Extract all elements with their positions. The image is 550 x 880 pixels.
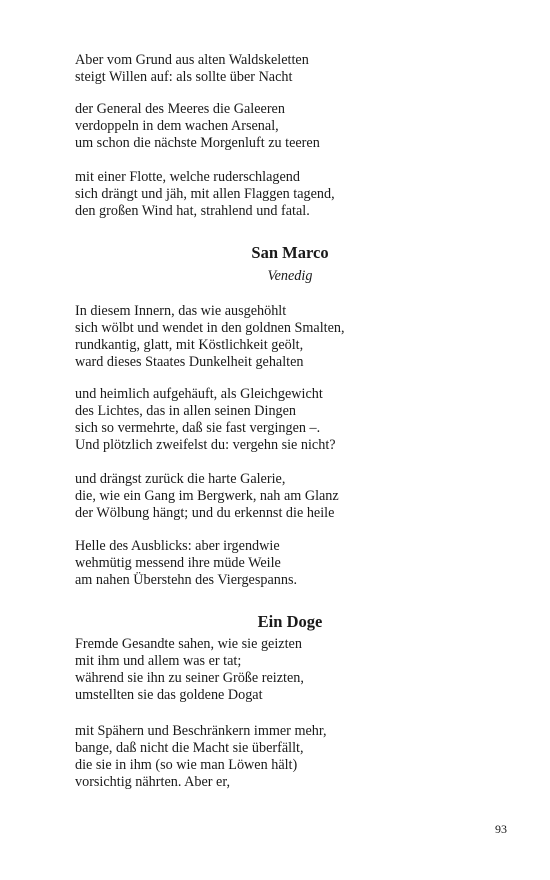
verse-line: und drängst zurück die harte Galerie, (75, 471, 286, 487)
verse-line: In diesem Innern, das wie ausgehöhlt (75, 303, 287, 319)
verse-line: Fremde Gesandte sahen, wie sie geizten (75, 636, 302, 652)
page-number: 93 (495, 822, 507, 836)
verse-line: ward dieses Staates Dunkelheit gehalten (75, 354, 304, 370)
verse-line: sich drängt und jäh, mit allen Flaggen tagend, (75, 186, 335, 202)
verse-line: mit ihm und allem was er tat; (75, 653, 242, 669)
verse-line: den großen Wind hat, strahlend und fatal. (75, 203, 310, 219)
verse-line: Helle des Ausblicks: aber irgendwie (75, 538, 280, 554)
verse-line: sich so vermehrte, daß sie fast vergingen –. (75, 420, 321, 436)
stanza (75, 169, 495, 220)
verse-line: der General des Meeres die Galeeren (75, 101, 285, 117)
stanza (75, 101, 495, 152)
verse-line: Aber vom Grund aus alten Waldskeletten (75, 52, 309, 68)
verse-line: umstellten sie das goldene Dogat (75, 687, 263, 703)
stanza (75, 723, 495, 791)
verse-line: wehmütig messend ihre müde Weile (75, 555, 281, 571)
verse-line: Und plötzlich zweifelst du: vergehn sie nicht? (75, 437, 336, 453)
verse-line: mit Spähern und Beschränkern immer mehr, (75, 723, 327, 739)
stanza (75, 538, 495, 589)
stanza (75, 52, 495, 86)
verse-line: mit einer Flotte, welche ruderschlagend (75, 169, 300, 185)
verse-line: bange, daß nicht die Macht sie überfällt, (75, 740, 304, 756)
verse-line: der Wölbung hängt; und du erkennst die heile (75, 505, 335, 521)
verse-line: die, wie ein Gang im Bergwerk, nah am Glanz (75, 488, 339, 504)
poem-title: San Marco (251, 243, 329, 262)
verse-line: vorsichtig nährten. Aber er, (75, 774, 231, 790)
stanza (75, 471, 495, 522)
stanza (75, 303, 495, 371)
verse-line: rundkantig, glatt, mit Köstlichkeit geölt, (75, 337, 304, 353)
poem-title: Ein Doge (257, 612, 323, 631)
verse-line: am nahen Überstehn des Viergespanns. (75, 572, 298, 588)
verse-line: um schon die nächste Morgenluft zu teeren (75, 135, 320, 151)
stanza (75, 636, 495, 704)
stanza (75, 386, 495, 454)
verse-line: des Lichtes, das in allen seinen Dingen (75, 403, 297, 419)
verse-line: verdoppeln in dem wachen Arsenal, (75, 118, 279, 134)
verse-line: und heimlich aufgehäuft, als Gleichgewicht (75, 386, 323, 402)
verse-line: sich wölbt und wendet in den goldnen Smalten, (75, 320, 345, 336)
verse-line: die sie in ihm (so wie man Löwen hält) (75, 757, 298, 773)
verse-line: während sie ihn zu seiner Größe reizten, (75, 670, 304, 686)
poem-subtitle: Venedig (267, 268, 313, 284)
verse-line: steigt Willen auf: als sollte über Nacht (75, 69, 293, 85)
